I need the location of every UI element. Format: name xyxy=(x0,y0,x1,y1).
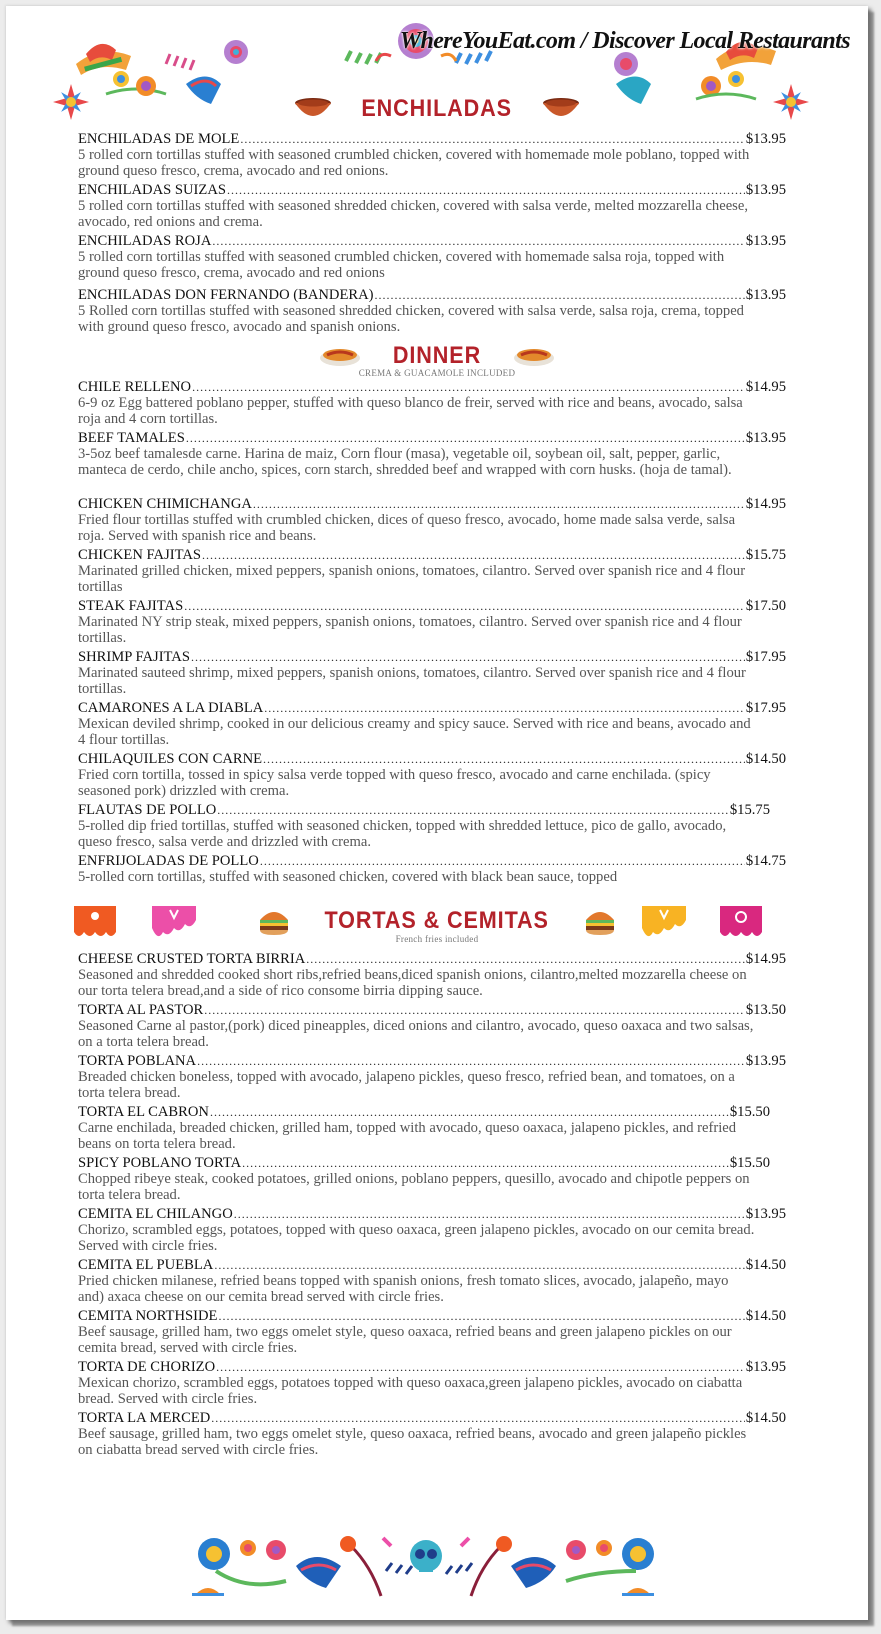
item-name: FLAUTAS DE POLLO xyxy=(78,802,217,818)
item-description: Pried chicken milanese, refried beans topped with spanish onions, fresh tomato slices, avocado, jalapeño, mayo and) axaca cheese on our cemita bread served with circle fries. xyxy=(78,1273,729,1305)
menu-item xyxy=(78,802,818,850)
enchilada-plate-icon xyxy=(319,344,361,368)
item-description: 5 Rolled corn tortillas stuffed with seasoned shredded chicken, covered with salsa verde, salsa roja, crema, topped with ground queso fresco, avocado and spanish onions. xyxy=(78,303,744,335)
item-description: Fried corn tortilla, tossed in spicy salsa verde topped with queso fresco, avocado and carne enchilada. (spicy seasoned pork) drizzled with crema. xyxy=(78,767,711,799)
item-price: $17.50 xyxy=(745,598,786,614)
menu-item xyxy=(78,1308,818,1356)
menu-item xyxy=(78,853,818,886)
item-name: CEMITA EL CHILANGO xyxy=(78,1206,233,1222)
menu-item xyxy=(78,287,818,335)
leader-dots xyxy=(212,233,744,249)
item-name: CEMITA NORTHSIDE xyxy=(78,1308,218,1324)
item-price: $15.50 xyxy=(729,1155,770,1171)
item-price: $13.50 xyxy=(745,1002,786,1018)
item-name: ENCHILADAS ROJA xyxy=(78,233,212,249)
leader-dots xyxy=(240,131,745,147)
item-description: Marinated NY strip steak, mixed peppers, spanish onions, tomatoes, cilantro. Served over spanish rice and 4 flour tortillas. xyxy=(78,614,742,646)
item-name: CHICKEN CHIMICHANGA xyxy=(78,496,252,512)
item-price: $13.95 xyxy=(745,233,786,249)
leader-dots xyxy=(260,853,745,869)
item-description: Mexican deviled shrimp, cooked in our delicious creamy and spicy sauce. Served with rice and beans, avocado and 4 flour tortillas. xyxy=(78,716,751,748)
leader-dots xyxy=(184,598,745,614)
item-name: CHILE RELLENO xyxy=(78,379,192,395)
section-title: DINNER xyxy=(392,342,482,369)
menu-item xyxy=(78,547,818,595)
item-name: ENCHILADAS SUIZAS xyxy=(78,182,226,198)
item-price: $17.95 xyxy=(745,649,786,665)
leader-dots xyxy=(192,379,745,395)
item-description: Chopped ribeye steak, cooked potatoes, grilled onions, poblano peppers, quesillo, avocado and chipotle peppers on torta telera bread. xyxy=(78,1171,750,1203)
item-description: 5-rolled corn tortillas, stuffed with seasoned chicken, covered with black bean sauce, topped xyxy=(78,869,618,885)
item-name: SPICY POBLANO TORTA xyxy=(78,1155,242,1171)
section-title: TORTAS & CEMITAS xyxy=(324,907,550,934)
item-description: Breaded chicken boneless, topped with avocado, jalapeno pickles, queso fresco, refried bean, and tomatoes, on a torta telera bread. xyxy=(78,1069,735,1101)
menu-item xyxy=(78,649,818,697)
burger-icon xyxy=(257,906,291,936)
section-header-enchiladas xyxy=(6,94,868,124)
item-price: $14.95 xyxy=(745,951,786,967)
item-name: TORTA POBLANA xyxy=(78,1053,197,1069)
item-price: $14.50 xyxy=(745,1308,786,1324)
menu-item xyxy=(78,131,818,179)
bowl-icon xyxy=(292,94,334,124)
menu-item xyxy=(78,1257,818,1305)
item-description: 3-5oz beef tamalesde carne. Harina de maiz, Corn flour (masa), vegetable oil, soybean oil, salt, pepper, garlic, manteca de cerdo, chile ancho, spices, corn starch, shredded beef and wrapped with corn husks. (hoja de tamal). xyxy=(78,446,732,478)
leader-dots xyxy=(191,649,745,665)
item-description: 5-rolled dip fried tortillas, stuffed with seasoned chicken, topped with shredded lettuce, pico de gallo, avocado, queso fresco, salsa verde and drizzled with crema. xyxy=(78,818,727,850)
leader-dots xyxy=(375,287,745,303)
section-header-tortas xyxy=(6,906,868,944)
leader-dots xyxy=(234,1206,745,1222)
section-title: ENCHILADAS xyxy=(361,95,513,122)
item-description: Marinated grilled chicken, mixed peppers, spanish onions, tomatoes, cilantro. Served over spanish rice and 4 flour tortillas xyxy=(78,563,746,595)
menu-item xyxy=(78,1359,818,1407)
item-price: $14.50 xyxy=(745,751,786,767)
item-description: Chorizo, scrambled eggs, potatoes, topped with queso oaxaca, green jalapeno pickles, avocado on our cemita bread. Served with circle fries. xyxy=(78,1222,755,1254)
leader-dots xyxy=(214,1257,745,1273)
item-description: Beef sausage, grilled ham, two eggs omelet style, queso oaxaca, refried beans and green jalapeno pickles on our cemita bread, served with circle fries. xyxy=(78,1324,732,1356)
leader-dots xyxy=(186,430,745,446)
menu-item xyxy=(78,1155,818,1203)
item-price: $14.75 xyxy=(745,853,786,869)
menu-item xyxy=(78,1206,818,1254)
item-description: Marinated sauteed shrimp, mixed peppers, spanish onions, tomatoes, cilantro. Served over spanish rice and 4 flour tortillas. xyxy=(78,665,746,697)
menu-item xyxy=(78,182,818,230)
leader-dots xyxy=(264,700,745,716)
item-name: SHRIMP FAJITAS xyxy=(78,649,190,665)
item-description: 5 rolled corn tortillas stuffed with seasoned crumbled chicken, covered with homemade mole poblano, topped with ground queso fresco, crema, avocado and red onions. xyxy=(78,147,750,179)
item-name: TORTA LA MERCED xyxy=(78,1410,211,1426)
item-price: $13.95 xyxy=(745,287,786,303)
item-name: TORTA EL CABRON xyxy=(78,1104,209,1120)
leader-dots xyxy=(217,802,729,818)
item-name: BEEF TAMALES xyxy=(78,430,185,446)
section-subtitle: CREMA & GUACAMOLE INCLUDED xyxy=(358,368,516,378)
bowl-icon xyxy=(540,94,582,124)
leader-dots xyxy=(197,1053,745,1069)
menu-item xyxy=(78,700,818,748)
item-price: $15.75 xyxy=(729,802,770,818)
menu-item xyxy=(78,1104,818,1152)
item-name: CHILAQUILES CON CARNE xyxy=(78,751,263,767)
item-name: CEMITA EL PUEBLA xyxy=(78,1257,214,1273)
item-name: STEAK FAJITAS xyxy=(78,598,184,614)
section-header-dinner xyxy=(6,342,868,378)
item-name: ENCHILADAS DON FERNANDO (BANDERA) xyxy=(78,287,374,303)
menu-item xyxy=(78,1002,818,1050)
item-price: $17.95 xyxy=(745,700,786,716)
item-description: Seasoned Carne al pastor,(pork) diced pineapples, diced onions and cilantro, avocado, queso oaxaca and two salsas, on a torta telera bread. xyxy=(78,1018,754,1050)
leader-dots xyxy=(253,496,745,512)
item-price: $13.95 xyxy=(745,1206,786,1222)
leader-dots xyxy=(227,182,745,198)
menu-item xyxy=(78,496,818,544)
item-description: Beef sausage, grilled ham, two eggs omelet style, queso oaxaca, refried beans, avocado and green jalapeño pickles on ciabatta bread served with circle fries. xyxy=(78,1426,747,1458)
item-price: $13.95 xyxy=(745,182,786,198)
item-price: $13.95 xyxy=(745,131,786,147)
leader-dots xyxy=(204,1002,745,1018)
item-price: $14.95 xyxy=(745,496,786,512)
menu-item xyxy=(78,1410,818,1458)
item-description: Fried flour tortillas stuffed with crumbled chicken, dices of queso fresco, avocado, home made salsa verde, salsa roja. Served with spanish rice and beans. xyxy=(78,512,736,544)
menu-item xyxy=(78,430,818,478)
item-name: CAMARONES A LA DIABLA xyxy=(78,700,264,716)
item-price: $14.50 xyxy=(745,1410,786,1426)
menu-item xyxy=(78,598,818,646)
item-name: CHICKEN FAJITAS xyxy=(78,547,202,563)
item-price: $15.50 xyxy=(729,1104,770,1120)
item-description: Seasoned and shredded cooked short ribs,refried beans,diced spanish onions, cilantro,melted mozzarella cheese on our torta telera bread,and a side of rico consome birria dipping sauce. xyxy=(78,967,747,999)
leader-dots xyxy=(263,751,745,767)
menu-item xyxy=(78,379,818,427)
menu-item xyxy=(78,233,818,281)
leader-dots xyxy=(210,1104,729,1120)
folk-skull-floral-decoration-icon xyxy=(186,1526,666,1606)
item-description: Carne enchilada, breaded chicken, grilled ham, topped with avocado, queso oaxaca, jalapeno pickles, and refried beans on torta telera bread. xyxy=(78,1120,737,1152)
item-name: ENFRIJOLADAS DE POLLO xyxy=(78,853,259,869)
item-description: Mexican chorizo, scrambled eggs, potatoes topped with queso oaxaca,green jalapeno pickles, avocado on ciabatta bread. Served with circle fries. xyxy=(78,1375,743,1407)
item-price: $15.75 xyxy=(745,547,786,563)
leader-dots xyxy=(211,1410,745,1426)
item-description: 6-9 oz Egg battered poblano pepper, stuffed with queso blanco de freir, served with rice and beans, avocado, salsa roja and 4 corn tortillas. xyxy=(78,395,743,427)
item-price: $14.50 xyxy=(745,1257,786,1273)
item-description: 5 rolled corn tortillas stuffed with seasoned shredded chicken, covered with salsa verde, melted mozzarella cheese, avocado, red onions and crema. xyxy=(78,198,748,230)
item-price: $13.95 xyxy=(745,1053,786,1069)
enchilada-plate-icon xyxy=(513,344,555,368)
item-name: TORTA DE CHORIZO xyxy=(78,1359,216,1375)
item-price: $14.95 xyxy=(745,379,786,395)
menu-item xyxy=(78,1053,818,1101)
menu-page xyxy=(6,6,868,1620)
section-subtitle: French fries included xyxy=(395,934,479,944)
item-name: TORTA AL PASTOR xyxy=(78,1002,204,1018)
leader-dots xyxy=(202,547,745,563)
leader-dots xyxy=(242,1155,729,1171)
leader-dots xyxy=(218,1308,744,1324)
item-name: CHEESE CRUSTED TORTA BIRRIA xyxy=(78,951,306,967)
item-description: 5 rolled corn tortillas stuffed with seasoned crumbled chicken, covered with homemade salsa roja, topped with ground queso fresco, crema, avocado and red onions xyxy=(78,249,725,281)
item-price: $13.95 xyxy=(745,430,786,446)
menu-item xyxy=(78,951,818,999)
leader-dots xyxy=(216,1359,745,1375)
item-name: ENCHILADAS DE MOLE xyxy=(78,131,240,147)
item-price: $13.95 xyxy=(745,1359,786,1375)
burger-icon xyxy=(583,906,617,936)
menu-item xyxy=(78,751,818,799)
leader-dots xyxy=(306,951,745,967)
watermark-banner: WhereYouEat.com / Discover Local Restaurants xyxy=(399,28,850,54)
